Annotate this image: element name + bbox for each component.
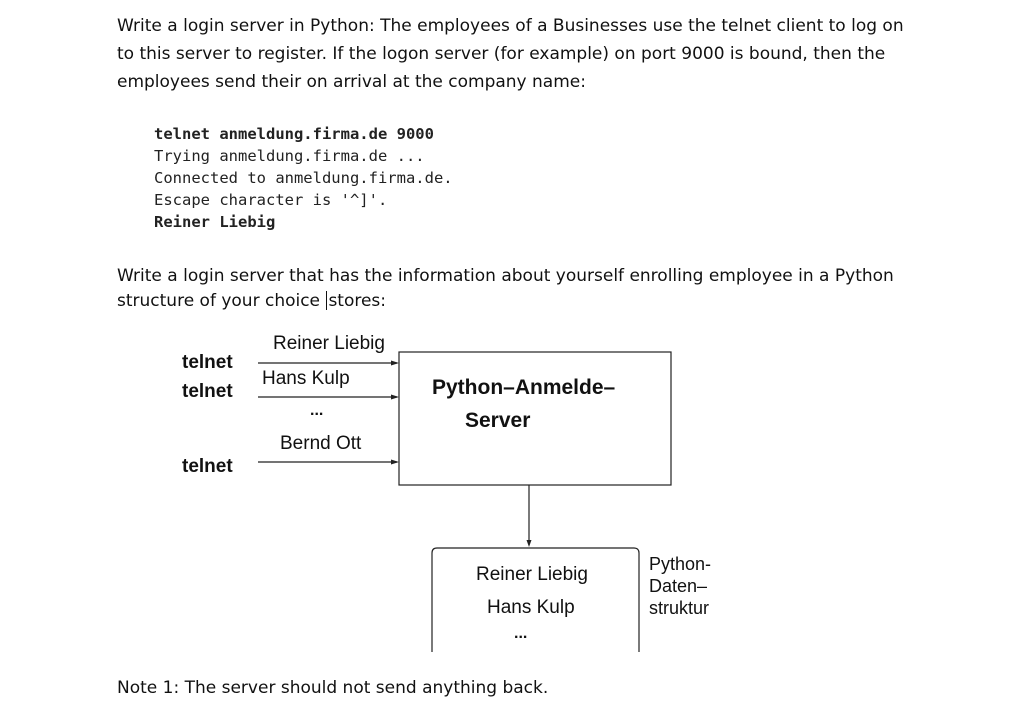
arrow-head	[391, 395, 399, 400]
task-text: Write a login server that has the information about yourself enrolling employee in a Python structure of your choice	[117, 266, 894, 311]
terminal-line: telnet anmeldung.firma.de 9000	[154, 125, 434, 143]
server-title: Python–Anmelde–	[432, 376, 616, 399]
store-label-line: Daten–	[649, 576, 708, 596]
terminal-line: Connected to anmeldung.firma.de.	[154, 169, 453, 187]
message-label: Reiner Liebig	[273, 333, 385, 354]
store-entry: Reiner Liebig	[476, 564, 588, 585]
terminal-line: Trying anmeldung.firma.de ...	[154, 147, 425, 165]
client-label: telnet	[182, 456, 233, 477]
arrow-head	[391, 460, 399, 465]
arrow-head	[391, 361, 399, 366]
server-subtitle: Server	[465, 409, 531, 432]
message-ellipsis: ...	[310, 402, 324, 419]
task-text-end: stores:	[328, 291, 387, 311]
store-ellipsis: ...	[514, 625, 528, 642]
server-box	[399, 352, 671, 485]
note-text: Note 1: The server should not send anything back.	[117, 678, 549, 698]
store-label-line: struktur	[649, 598, 710, 618]
message-label: Bernd Ott	[280, 433, 362, 454]
store-entry: Hans Kulp	[487, 597, 575, 618]
client-label: telnet	[182, 381, 233, 402]
message-label: Hans Kulp	[262, 368, 350, 389]
intro-paragraph: Write a login server in Python: The employees of a Businesses use the telnet client to log on to this server to register. If the logon server (for example) on port 9000 is bound, then the employees send their on arrival at the company name:	[117, 16, 904, 92]
terminal-line: Escape character is '^]'.	[154, 191, 388, 209]
store-label-line: Python-	[649, 554, 712, 574]
client-label: telnet	[182, 352, 233, 373]
terminal-line: Reiner Liebig	[154, 213, 276, 231]
arrow-head	[527, 540, 532, 547]
